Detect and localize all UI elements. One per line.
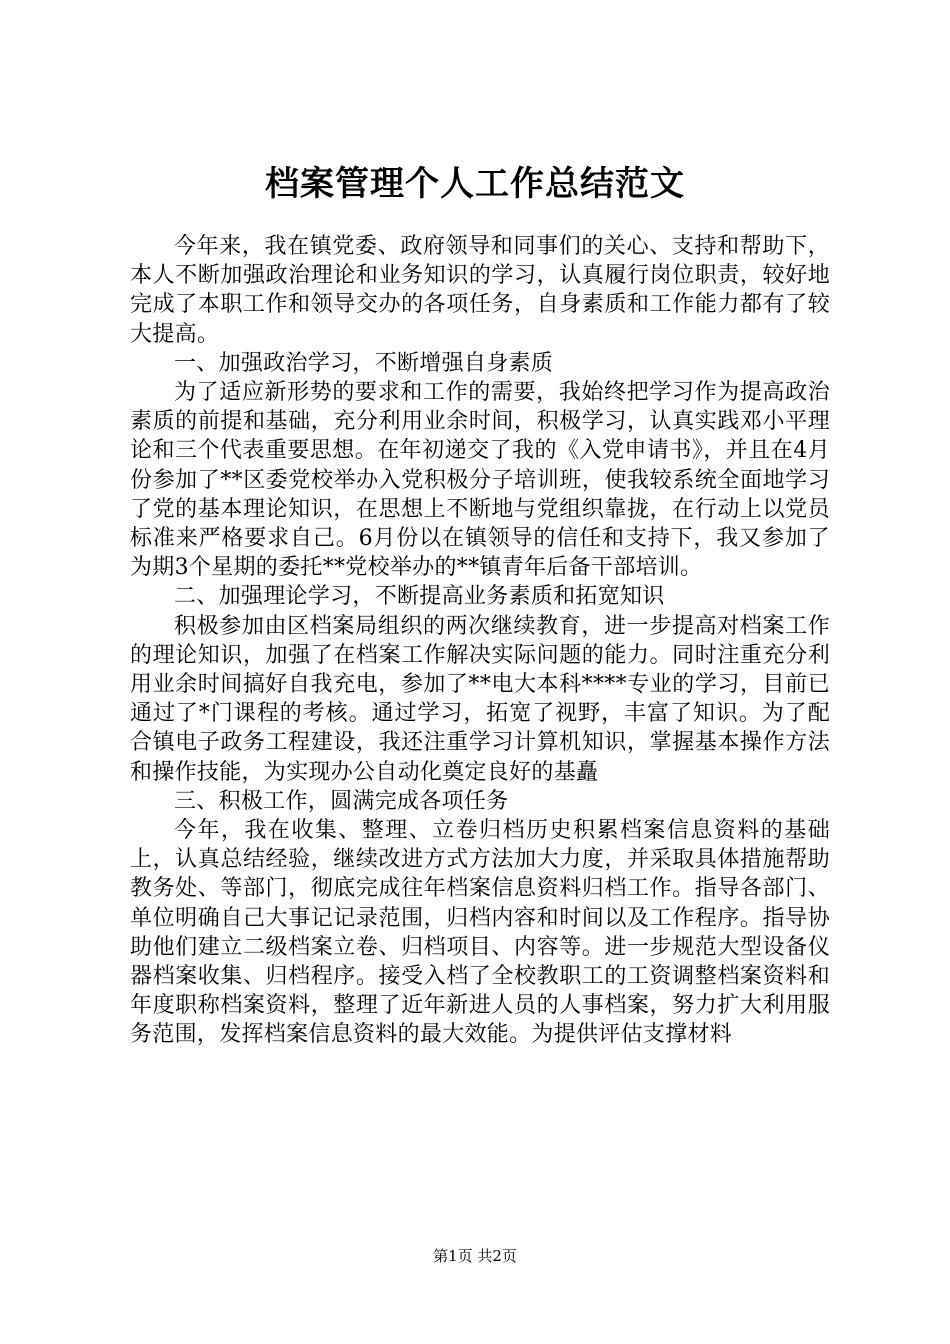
page-number-footer: 第1页 共2页 <box>433 1247 517 1265</box>
intro-paragraph: 今年来，我在镇党委、政府领导和同事们的关心、支持和帮助下，本人不断加强政治理论和业务知识的学习，认真履行岗位职责，较好地完成了本职工作和领导交办的各项任务，自身素质和工作能力都有了较大提高。 <box>130 234 830 347</box>
section-3-paragraph: 今年，我在收集、整理、立卷归档历史积累档案信息资料的基础上，认真总结经验，继续改进方式方法加大力度，并采取具体措施帮助教务处、等部门，彻底完成往年档案信息资料归档工作。指导各部门、单位明确自己大事记记录范围，归档内容和时间以及工作程序。指导协助他们建立二级档案立卷、归档项目、内容等。进一步规范大型设备仪器档案收集、归档程序。接受入档了全校教职工的工资调整档案资料和年度职称档案资料，整理了近年新进人员的人事档案，努力扩大利用服务范围，发挥档案信息资料的最大效能。为提供评估支撑材料 <box>130 818 830 1048</box>
document-body <box>130 232 830 1050</box>
section-1-paragraph: 为了适应新形势的要求和工作的需要，我始终把学习作为提高政治素质的前提和基础，充分利用业余时间，积极学习，认真实践邓小平理论和三个代表重要思想。在年初递交了我的《入党申请书》，并且在4月份参加了**区委党校举办入党积极分子培训班，使我较系统全面地学习了党的基本理论知识，在思想上不断地与党组织靠拢，在行动上以党员标准来严格要求自己。6月份以在镇领导的信任和支持下，我又参加了为期3个星期的委托**党校举办的**镇青年后备干部培训。 <box>130 380 830 581</box>
section-heading-2: 二、加强理论学习，不断提高业务素质和拓宽知识 <box>174 584 665 610</box>
section-heading-3: 三、积极工作，圆满完成各项任务 <box>174 788 509 814</box>
section-2-paragraph: 积极参加由区档案局组织的两次继续教育，进一步提高对档案工作的理论知识，加强了在档案工作解决实际问题的能力。同时注重充分利用业余时间搞好自我充电，参加了**电大本科****专业的学习，目前已通过了*门课程的考核。通过学习，拓宽了视野，丰富了知识。为了配合镇电子政务工程建设，我还注重学习计算机知识，掌握基本操作方法和操作技能，为实现办公自动化奠定良好的基矗 <box>130 613 830 785</box>
document-title: 档案管理个人工作总结范文 <box>265 164 685 204</box>
section-heading-1: 一、加强政治学习，不断增强自身素质 <box>174 350 554 376</box>
